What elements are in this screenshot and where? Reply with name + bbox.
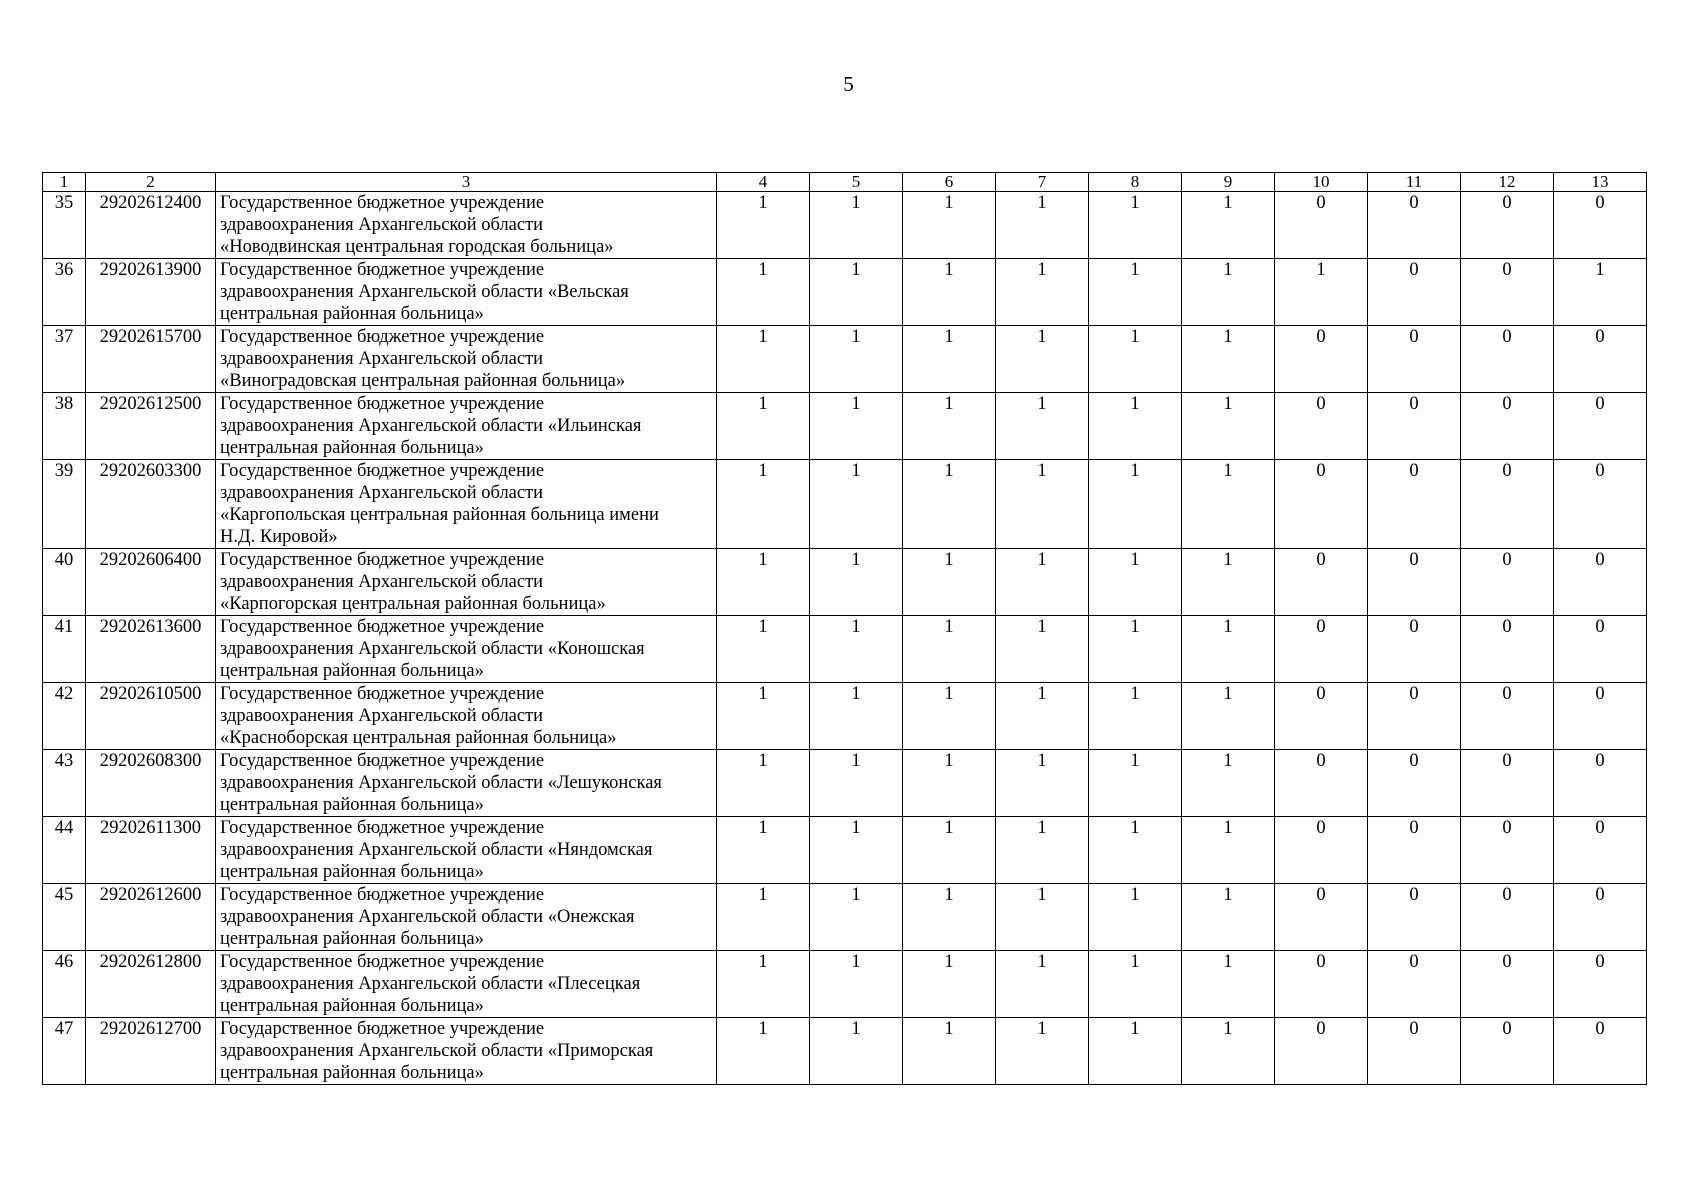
table-row xyxy=(43,326,1647,393)
indicator-value-col-6: 1 xyxy=(903,817,996,884)
indicator-value-col-11: 0 xyxy=(1368,750,1461,817)
indicator-value-col-11: 0 xyxy=(1368,951,1461,1018)
indicator-value-col-5: 1 xyxy=(810,192,903,259)
institution-name-line: Государственное бюджетное учреждение xyxy=(220,1019,545,1039)
institution-name-line: «Красноборская центральная районная больница» xyxy=(220,728,617,748)
indicator-value-col-13: 0 xyxy=(1554,549,1647,616)
column-header-3: 3 xyxy=(216,173,717,192)
indicator-value-col-10: 0 xyxy=(1275,1018,1368,1085)
row-number: 41 xyxy=(43,616,86,683)
institution-name-line: здравоохранения Архангельской области xyxy=(220,483,544,503)
institution-name-line: Государственное бюджетное учреждение xyxy=(220,550,545,570)
indicator-value-col-11: 0 xyxy=(1368,259,1461,326)
indicator-value-col-5: 1 xyxy=(810,951,903,1018)
page-number: 5 xyxy=(843,72,854,96)
indicator-value-col-10: 0 xyxy=(1275,750,1368,817)
indicator-value-col-8: 1 xyxy=(1089,750,1182,817)
institution-name-line: Н.Д. Кировой» xyxy=(220,527,338,547)
column-header-6: 6 xyxy=(903,173,996,192)
indicator-value-col-11: 0 xyxy=(1368,192,1461,259)
institution-name-line: Государственное бюджетное учреждение xyxy=(220,461,545,481)
indicator-value-col-12: 0 xyxy=(1461,326,1554,393)
indicator-value-col-11: 0 xyxy=(1368,460,1461,549)
column-header-2: 2 xyxy=(86,173,216,192)
institution-name xyxy=(216,192,717,259)
indicator-value-col-8: 1 xyxy=(1089,951,1182,1018)
institution-name xyxy=(216,549,717,616)
institution-name xyxy=(216,817,717,884)
indicator-value-col-4: 1 xyxy=(717,750,810,817)
indicator-value-col-4: 1 xyxy=(717,683,810,750)
indicator-value-col-9: 1 xyxy=(1182,192,1275,259)
table-row xyxy=(43,549,1647,616)
indicator-value-col-7: 1 xyxy=(996,817,1089,884)
table-row xyxy=(43,817,1647,884)
column-header-1: 1 xyxy=(43,173,86,192)
indicator-value-col-10: 0 xyxy=(1275,393,1368,460)
institution-name-line: Государственное бюджетное учреждение xyxy=(220,952,545,972)
indicator-value-col-5: 1 xyxy=(810,259,903,326)
indicator-value-col-7: 1 xyxy=(996,549,1089,616)
table-body xyxy=(43,192,1647,1085)
indicator-value-col-4: 1 xyxy=(717,951,810,1018)
indicator-value-col-7: 1 xyxy=(996,192,1089,259)
indicator-value-col-9: 1 xyxy=(1182,750,1275,817)
indicator-value-col-9: 1 xyxy=(1182,549,1275,616)
institution-name-line: Государственное бюджетное учреждение xyxy=(220,818,545,838)
institution-name-line: Государственное бюджетное учреждение xyxy=(220,193,545,213)
indicator-value-col-10: 0 xyxy=(1275,616,1368,683)
oktmo-code: 29202603300 xyxy=(86,460,216,549)
row-number: 38 xyxy=(43,393,86,460)
indicator-value-col-13: 0 xyxy=(1554,750,1647,817)
institution-name-line: центральная районная больница» xyxy=(220,862,484,882)
institution-name-line: Государственное бюджетное учреждение xyxy=(220,394,545,414)
row-number: 47 xyxy=(43,1018,86,1085)
indicator-value-col-4: 1 xyxy=(717,884,810,951)
indicator-value-col-7: 1 xyxy=(996,1018,1089,1085)
institution-name-line: здравоохранения Архангельской области «Онежская xyxy=(220,907,635,927)
institution-name-line: центральная районная больница» xyxy=(220,795,484,815)
row-number: 36 xyxy=(43,259,86,326)
indicator-value-col-5: 1 xyxy=(810,616,903,683)
institution-name-line: центральная районная больница» xyxy=(220,996,484,1016)
indicator-value-col-13: 0 xyxy=(1554,393,1647,460)
indicator-value-col-8: 1 xyxy=(1089,460,1182,549)
indicator-value-col-10: 0 xyxy=(1275,549,1368,616)
table-header xyxy=(43,173,1647,192)
institution-name xyxy=(216,683,717,750)
institution-name xyxy=(216,1018,717,1085)
indicator-value-col-4: 1 xyxy=(717,1018,810,1085)
institution-name xyxy=(216,393,717,460)
indicator-value-col-13: 0 xyxy=(1554,326,1647,393)
institution-name-line: центральная районная больница» xyxy=(220,929,484,949)
indicator-value-col-8: 1 xyxy=(1089,1018,1182,1085)
table-row xyxy=(43,393,1647,460)
indicator-value-col-10: 0 xyxy=(1275,884,1368,951)
institution-name-line: Государственное бюджетное учреждение xyxy=(220,260,545,280)
indicator-value-col-7: 1 xyxy=(996,393,1089,460)
oktmo-code: 29202612700 xyxy=(86,1018,216,1085)
institution-name-line: центральная районная больница» xyxy=(220,438,484,458)
indicator-value-col-9: 1 xyxy=(1182,259,1275,326)
institution-name-line: Государственное бюджетное учреждение xyxy=(220,684,545,704)
indicator-value-col-5: 1 xyxy=(810,683,903,750)
institution-name-line: здравоохранения Архангельской области «Ильинская xyxy=(220,416,642,436)
institution-name xyxy=(216,884,717,951)
column-header-12: 12 xyxy=(1461,173,1554,192)
indicator-value-col-8: 1 xyxy=(1089,616,1182,683)
institution-name-line: «Новодвинская центральная городская больница» xyxy=(220,237,614,257)
column-header-13: 13 xyxy=(1554,173,1647,192)
indicator-value-col-7: 1 xyxy=(996,884,1089,951)
indicator-value-col-4: 1 xyxy=(717,616,810,683)
indicator-value-col-8: 1 xyxy=(1089,326,1182,393)
indicator-value-col-7: 1 xyxy=(996,951,1089,1018)
indicator-value-col-8: 1 xyxy=(1089,817,1182,884)
indicator-value-col-6: 1 xyxy=(903,326,996,393)
indicator-value-col-13: 0 xyxy=(1554,951,1647,1018)
indicator-value-col-5: 1 xyxy=(810,549,903,616)
indicator-value-col-13: 0 xyxy=(1554,817,1647,884)
indicator-value-col-6: 1 xyxy=(903,683,996,750)
institution-name-line: здравоохранения Архангельской области xyxy=(220,215,544,235)
indicator-value-col-6: 1 xyxy=(903,393,996,460)
institution-name xyxy=(216,460,717,549)
indicator-value-col-12: 0 xyxy=(1461,549,1554,616)
indicator-value-col-10: 0 xyxy=(1275,192,1368,259)
institution-name-line: Государственное бюджетное учреждение xyxy=(220,885,545,905)
indicator-value-col-4: 1 xyxy=(717,259,810,326)
indicator-value-col-9: 1 xyxy=(1182,817,1275,884)
indicator-value-col-7: 1 xyxy=(996,326,1089,393)
oktmo-code: 29202606400 xyxy=(86,549,216,616)
indicator-value-col-12: 0 xyxy=(1461,683,1554,750)
institution-name-line: «Виноградовская центральная районная больница» xyxy=(220,371,626,391)
indicator-value-col-4: 1 xyxy=(717,326,810,393)
column-header-8: 8 xyxy=(1089,173,1182,192)
oktmo-code: 29202612400 xyxy=(86,192,216,259)
indicator-value-col-6: 1 xyxy=(903,616,996,683)
table-row xyxy=(43,192,1647,259)
institution-name-line: центральная районная больница» xyxy=(220,1063,484,1083)
indicator-value-col-6: 1 xyxy=(903,1018,996,1085)
indicator-value-col-5: 1 xyxy=(810,393,903,460)
indicator-value-col-12: 0 xyxy=(1461,616,1554,683)
indicator-value-col-11: 0 xyxy=(1368,1018,1461,1085)
indicator-value-col-13: 0 xyxy=(1554,884,1647,951)
oktmo-code: 29202612800 xyxy=(86,951,216,1018)
institution-name-line: здравоохранения Архангельской области xyxy=(220,706,544,726)
indicator-value-col-4: 1 xyxy=(717,817,810,884)
row-number: 37 xyxy=(43,326,86,393)
indicator-value-col-13: 0 xyxy=(1554,1018,1647,1085)
indicator-value-col-12: 0 xyxy=(1461,460,1554,549)
indicator-value-col-9: 1 xyxy=(1182,393,1275,460)
column-header-11: 11 xyxy=(1368,173,1461,192)
indicator-value-col-4: 1 xyxy=(717,549,810,616)
indicator-value-col-12: 0 xyxy=(1461,259,1554,326)
indicator-value-col-12: 0 xyxy=(1461,817,1554,884)
indicator-value-col-11: 0 xyxy=(1368,549,1461,616)
indicator-value-col-8: 1 xyxy=(1089,549,1182,616)
indicator-value-col-4: 1 xyxy=(717,393,810,460)
table-row xyxy=(43,750,1647,817)
table-row xyxy=(43,683,1647,750)
indicator-value-col-12: 0 xyxy=(1461,750,1554,817)
oktmo-code: 29202612600 xyxy=(86,884,216,951)
indicator-value-col-6: 1 xyxy=(903,192,996,259)
indicator-value-col-10: 1 xyxy=(1275,259,1368,326)
indicator-value-col-4: 1 xyxy=(717,460,810,549)
indicator-value-col-8: 1 xyxy=(1089,192,1182,259)
indicator-value-col-11: 0 xyxy=(1368,326,1461,393)
row-number: 46 xyxy=(43,951,86,1018)
column-header-5: 5 xyxy=(810,173,903,192)
indicator-value-col-8: 1 xyxy=(1089,884,1182,951)
indicator-value-col-9: 1 xyxy=(1182,326,1275,393)
indicator-value-col-7: 1 xyxy=(996,616,1089,683)
institution-name-line: Государственное бюджетное учреждение xyxy=(220,751,545,771)
institution-name-line: здравоохранения Архангельской области «Няндомская xyxy=(220,840,653,860)
indicator-value-col-13: 0 xyxy=(1554,192,1647,259)
column-header-9: 9 xyxy=(1182,173,1275,192)
indicator-value-col-12: 0 xyxy=(1461,393,1554,460)
row-number: 44 xyxy=(43,817,86,884)
institution-name xyxy=(216,750,717,817)
indicator-value-col-10: 0 xyxy=(1275,817,1368,884)
indicator-value-col-13: 1 xyxy=(1554,259,1647,326)
indicator-value-col-8: 1 xyxy=(1089,683,1182,750)
oktmo-code: 29202611300 xyxy=(86,817,216,884)
indicator-value-col-6: 1 xyxy=(903,884,996,951)
row-number: 42 xyxy=(43,683,86,750)
oktmo-code: 29202612500 xyxy=(86,393,216,460)
indicator-value-col-11: 0 xyxy=(1368,616,1461,683)
indicator-value-col-8: 1 xyxy=(1089,259,1182,326)
indicator-value-col-9: 1 xyxy=(1182,616,1275,683)
institution-name-line: здравоохранения Архангельской области «Вельская xyxy=(220,282,629,302)
indicator-value-col-5: 1 xyxy=(810,460,903,549)
header-row xyxy=(43,173,1647,192)
indicator-value-col-7: 1 xyxy=(996,460,1089,549)
row-number: 35 xyxy=(43,192,86,259)
indicator-value-col-8: 1 xyxy=(1089,393,1182,460)
indicator-value-col-13: 0 xyxy=(1554,460,1647,549)
table-row xyxy=(43,951,1647,1018)
indicator-value-col-11: 0 xyxy=(1368,884,1461,951)
indicator-value-col-11: 0 xyxy=(1368,393,1461,460)
row-number: 40 xyxy=(43,549,86,616)
indicator-value-col-10: 0 xyxy=(1275,683,1368,750)
indicator-value-col-13: 0 xyxy=(1554,683,1647,750)
indicator-value-col-12: 0 xyxy=(1461,951,1554,1018)
indicator-value-col-9: 1 xyxy=(1182,1018,1275,1085)
indicator-value-col-4: 1 xyxy=(717,192,810,259)
indicator-value-col-7: 1 xyxy=(996,750,1089,817)
indicator-value-col-6: 1 xyxy=(903,549,996,616)
indicator-value-col-7: 1 xyxy=(996,683,1089,750)
institution-name-line: здравоохранения Архангельской области xyxy=(220,349,544,369)
column-header-4: 4 xyxy=(717,173,810,192)
indicator-value-col-5: 1 xyxy=(810,750,903,817)
table-row xyxy=(43,259,1647,326)
indicator-value-col-12: 0 xyxy=(1461,1018,1554,1085)
indicator-value-col-10: 0 xyxy=(1275,460,1368,549)
oktmo-code: 29202613900 xyxy=(86,259,216,326)
indicator-value-col-10: 0 xyxy=(1275,951,1368,1018)
column-header-7: 7 xyxy=(996,173,1089,192)
indicator-value-col-5: 1 xyxy=(810,326,903,393)
institution-name-line: центральная районная больница» xyxy=(220,661,484,681)
indicator-value-col-13: 0 xyxy=(1554,616,1647,683)
data-table xyxy=(42,172,1647,1085)
indicator-value-col-5: 1 xyxy=(810,817,903,884)
indicator-value-col-5: 1 xyxy=(810,884,903,951)
institution-name-line: здравоохранения Архангельской области «Плесецкая xyxy=(220,974,641,994)
indicator-value-col-9: 1 xyxy=(1182,884,1275,951)
table-row xyxy=(43,884,1647,951)
institution-name-line: Государственное бюджетное учреждение xyxy=(220,617,545,637)
indicator-value-col-6: 1 xyxy=(903,259,996,326)
institution-name xyxy=(216,259,717,326)
table-row xyxy=(43,616,1647,683)
institution-name-line: здравоохранения Архангельской области «Приморская xyxy=(220,1041,654,1061)
indicator-value-col-10: 0 xyxy=(1275,326,1368,393)
institution-name xyxy=(216,616,717,683)
indicator-value-col-6: 1 xyxy=(903,750,996,817)
institution-name xyxy=(216,326,717,393)
institution-name-line: здравоохранения Архангельской области xyxy=(220,572,544,592)
institution-name-line: здравоохранения Архангельской области «Лешуконская xyxy=(220,773,662,793)
institution-name-line: Государственное бюджетное учреждение xyxy=(220,327,545,347)
oktmo-code: 29202610500 xyxy=(86,683,216,750)
indicator-value-col-9: 1 xyxy=(1182,683,1275,750)
indicator-value-col-5: 1 xyxy=(810,1018,903,1085)
oktmo-code: 29202613600 xyxy=(86,616,216,683)
indicator-value-col-6: 1 xyxy=(903,460,996,549)
table-row xyxy=(43,1018,1647,1085)
indicator-value-col-12: 0 xyxy=(1461,884,1554,951)
column-header-10: 10 xyxy=(1275,173,1368,192)
indicator-value-col-6: 1 xyxy=(903,951,996,1018)
indicator-value-col-12: 0 xyxy=(1461,192,1554,259)
indicator-value-col-11: 0 xyxy=(1368,817,1461,884)
oktmo-code: 29202608300 xyxy=(86,750,216,817)
indicator-value-col-9: 1 xyxy=(1182,951,1275,1018)
institution-name-line: здравоохранения Архангельской области «Коношская xyxy=(220,639,645,659)
indicator-value-col-7: 1 xyxy=(996,259,1089,326)
row-number: 43 xyxy=(43,750,86,817)
oktmo-code: 29202615700 xyxy=(86,326,216,393)
indicator-value-col-9: 1 xyxy=(1182,460,1275,549)
institution-name xyxy=(216,951,717,1018)
row-number: 45 xyxy=(43,884,86,951)
row-number: 39 xyxy=(43,460,86,549)
institution-name-line: центральная районная больница» xyxy=(220,304,484,324)
table-row xyxy=(43,460,1647,549)
indicator-value-col-11: 0 xyxy=(1368,683,1461,750)
institution-name-line: «Каргопольская центральная районная больница имени xyxy=(220,505,659,525)
institution-name-line: «Карпогорская центральная районная больница» xyxy=(220,594,606,614)
